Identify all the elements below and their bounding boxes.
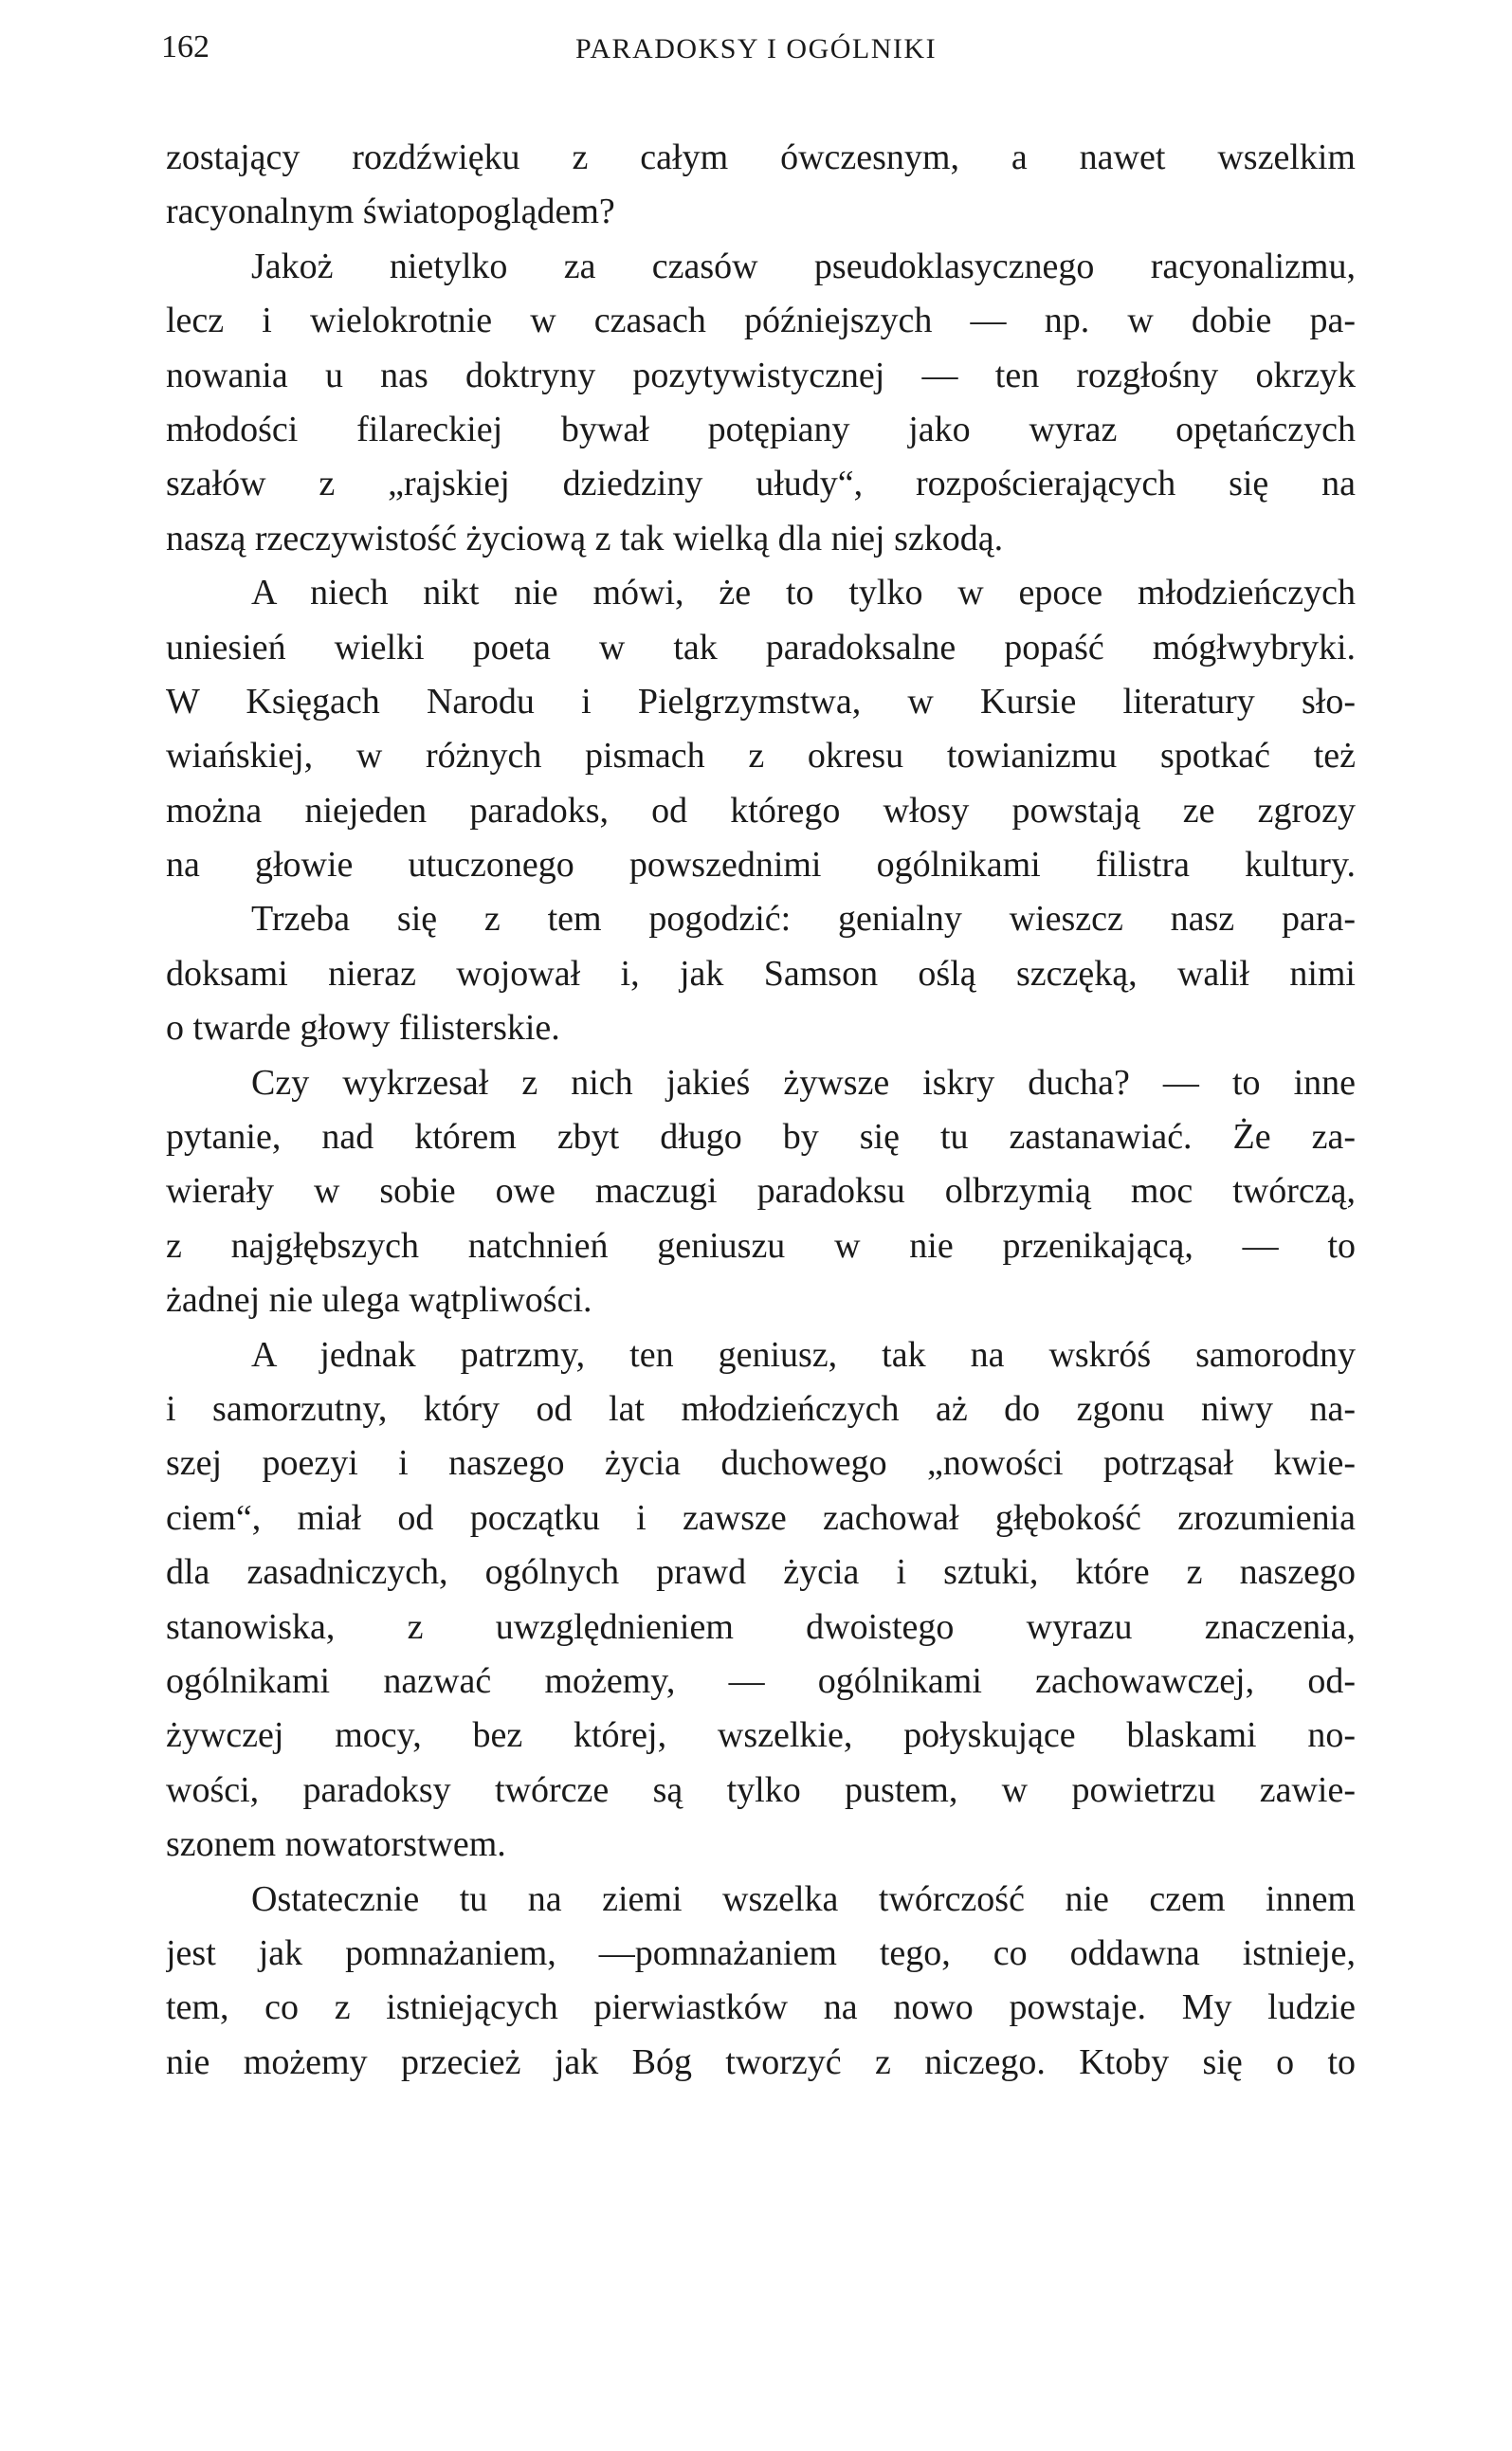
body-text — [166, 131, 1356, 2090]
text-line: ogólnikami nazwać możemy, — ogólnikami zachowawczej, od- — [166, 1660, 1356, 1701]
text-line: A jednak patrzmy, ten geniusz, tak na wskróś samorodny — [251, 1334, 1356, 1375]
text-line: naszą rzeczywistość życiową z tak wielką dla niej szkodą. — [166, 518, 1004, 558]
text-line: dla zasadniczych, ogólnych prawd życia i sztuki, które z naszego — [166, 1552, 1356, 1593]
page-number: 162 — [161, 29, 209, 64]
text-line: nowania u nas doktryny pozytywistycznej — ten rozgłośny okrzyk — [166, 355, 1356, 395]
text-line: zostający rozdźwięku z całym ówczesnym, a nawet wszelkim — [166, 137, 1356, 177]
text-line: doksami nieraz wojował i, jak Samson oślą szczęką, walił nimi — [166, 953, 1356, 994]
text-line: Trzeba się z tem pogodzić: genialny wieszcz nasz para- — [251, 899, 1356, 940]
text-line: A niech nikt nie mówi, że to tylko w epoce młodzieńczych — [251, 573, 1356, 613]
text-line: pytanie, nad którem zbyt długo by się tu zastanawiać. Że za- — [166, 1117, 1356, 1158]
text-line: ciem“, miał od początku i zawsze zachował głębokość zrozumienia — [166, 1497, 1356, 1538]
text-line: żywczej mocy, bez której, wszelkie, połyskujące blaskami no- — [166, 1715, 1356, 1756]
text-line: i samorzutny, który od lat młodzieńczych aż do zgonu niwy na- — [166, 1388, 1356, 1429]
text-line: lecz i wielokrotnie w czasach późniejszych — np. w dobie pa- — [166, 301, 1356, 341]
text-line: Jakoż nietylko za czasów pseudoklasycznego racyonalizmu, — [251, 246, 1356, 286]
running-title: PARADOKSY I OGÓLNIKI — [574, 33, 938, 64]
text-line: uniesień wielki poeta w tak paradoksalne popaść mógłwybryki. — [166, 627, 1356, 668]
text-line: Czy wykrzesał z nich jakieś żywsze iskry ducha? — to inne — [251, 1062, 1356, 1103]
text-line: szonem nowatorstwem. — [166, 1824, 506, 1865]
text-line: na głowie utuczonego powszednimi ogólnikami filistra kultury. — [166, 845, 1356, 886]
text-line: wierały w sobie owe maczugi paradoksu olbrzymią moc twórczą, — [166, 1171, 1356, 1212]
text-line: o twarde głowy filisterskie. — [166, 1008, 560, 1049]
text-line: wości, paradoksy twórcze są tylko pustem, w powietrzu zawie- — [166, 1769, 1356, 1810]
text-line: szej poezyi i naszego życia duchowego „nowości potrząsał kwie- — [166, 1443, 1356, 1484]
text-line: wiańskiej, w różnych pismach z okresu towianizmu spotkać też — [166, 736, 1356, 777]
text-line: można niejeden paradoks, od którego włosy powstają ze zgrozy — [166, 790, 1356, 831]
text-line: stanowiska, z uwzględnieniem dwoistego wyrazu znaczenia, — [166, 1606, 1356, 1647]
text-line: młodości filareckiej bywał potępiany jako wyraz opętańczych — [166, 409, 1356, 449]
text-line: z najgłębszych natchnień geniuszu w nie przenikającą, — to — [166, 1225, 1356, 1266]
text-line: żadnej nie ulega wątpliwości. — [166, 1280, 592, 1321]
text-line: tem, co z istniejących pierwiastków na nowo powstaje. My ludzie — [166, 1987, 1356, 2028]
text-line: nie możemy przecież jak Bóg tworzyć z niczego. Ktoby się o to — [166, 2041, 1356, 2082]
text-line: jest jak pomnażaniem, —pomnażaniem tego, co oddawna istnieje, — [166, 1932, 1356, 1973]
text-line: racyonalnym światopoglądem? — [166, 192, 615, 232]
text-line: szałów z „rajskiej dziedziny ułudy“, rozpościerających się na — [166, 464, 1356, 504]
text-line: W Księgach Narodu i Pielgrzymstwa, w Kursie literatury sło- — [166, 681, 1356, 722]
text-line: Ostatecznie tu na ziemi wszelka twórczość nie czem innem — [251, 1878, 1356, 1919]
